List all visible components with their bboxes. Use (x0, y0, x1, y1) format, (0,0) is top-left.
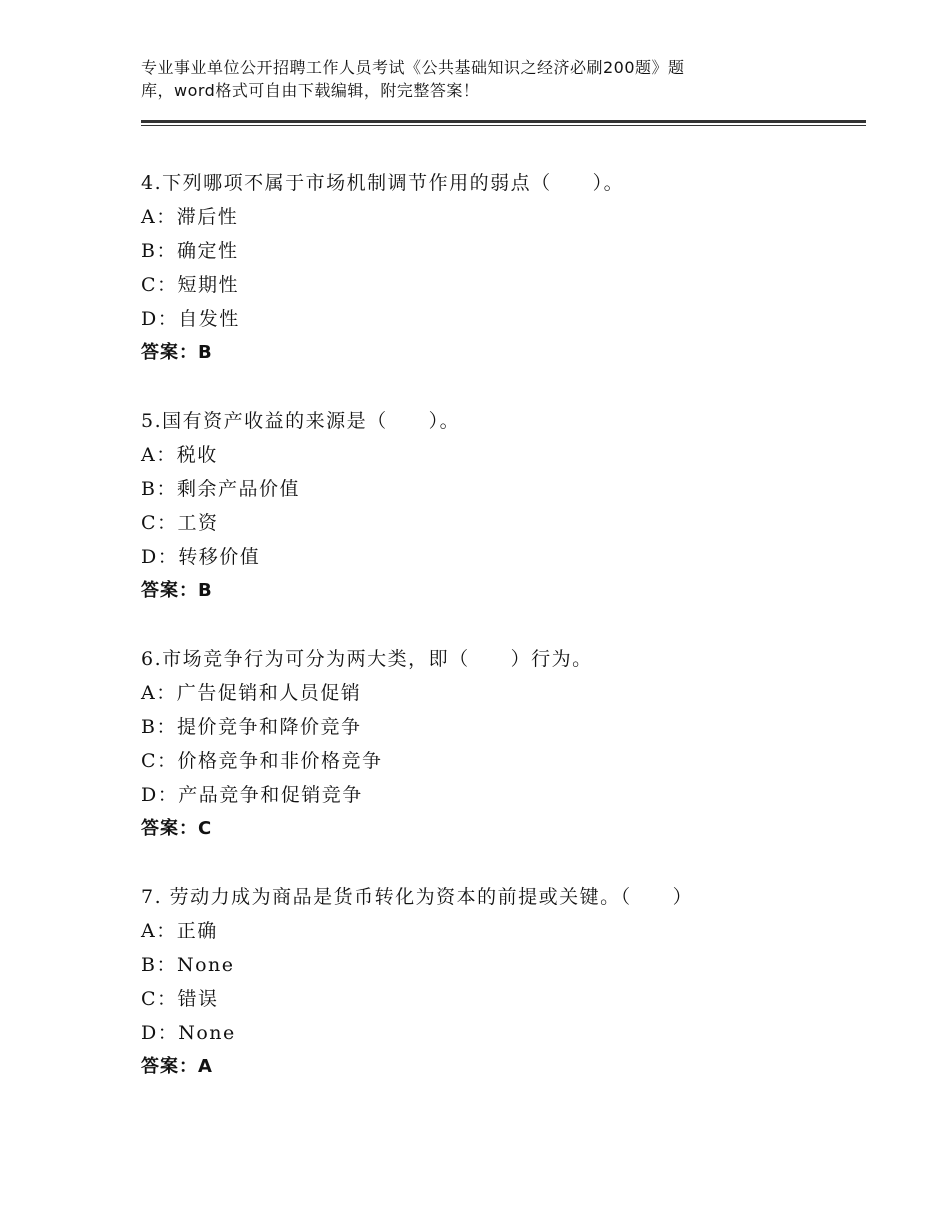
option-b: B：None (141, 954, 235, 976)
option-a: A：广告促销和人员促销 (141, 682, 362, 704)
answer-label: 答案：B (141, 342, 213, 363)
option-b: B：确定性 (141, 240, 239, 262)
option-d: D：转移价值 (141, 546, 261, 568)
question-6 (141, 642, 866, 846)
question-title: 5.国有资产收益的来源是（ ）。 (141, 410, 461, 432)
option-c: C：价格竞争和非价格竞争 (141, 750, 383, 772)
question-title: 7. 劳动力成为商品是货币转化为资本的前提或关键。（ ） (141, 886, 694, 908)
option-c: C：短期性 (141, 274, 240, 296)
option-b: B：提价竞争和降价竞争 (141, 716, 362, 738)
option-d: D：产品竞争和促销竞争 (141, 784, 363, 806)
option-b: B：剩余产品价值 (141, 478, 300, 500)
header-line-2: 库，word格式可自由下载编辑，附完整答案！ (141, 81, 480, 100)
question-list (141, 166, 866, 1118)
header-divider-thin (141, 125, 866, 126)
question-4 (141, 166, 866, 370)
option-c: C：错误 (141, 988, 219, 1010)
answer-label: 答案：C (141, 818, 213, 839)
question-title: 6.市场竞争行为可分为两大类，即（ ）行为。 (141, 648, 593, 670)
option-d: D：None (141, 1022, 236, 1044)
answer-label: 答案：A (141, 1056, 213, 1077)
question-7 (141, 880, 866, 1084)
option-c: C：工资 (141, 512, 219, 534)
header-divider-thick (141, 120, 866, 123)
document-header (141, 56, 781, 102)
answer-label: 答案：B (141, 580, 213, 601)
option-a: A：税收 (141, 444, 218, 466)
question-title: 4.下列哪项不属于市场机制调节作用的弱点（ ）。 (141, 172, 625, 194)
option-d: D：自发性 (141, 308, 240, 330)
option-a: A：滞后性 (141, 206, 239, 228)
option-a: A：正确 (141, 920, 218, 942)
header-line-1: 专业事业单位公开招聘工作人员考试《公共基础知识之经济必刷200题》题 (141, 58, 685, 77)
question-5 (141, 404, 866, 608)
